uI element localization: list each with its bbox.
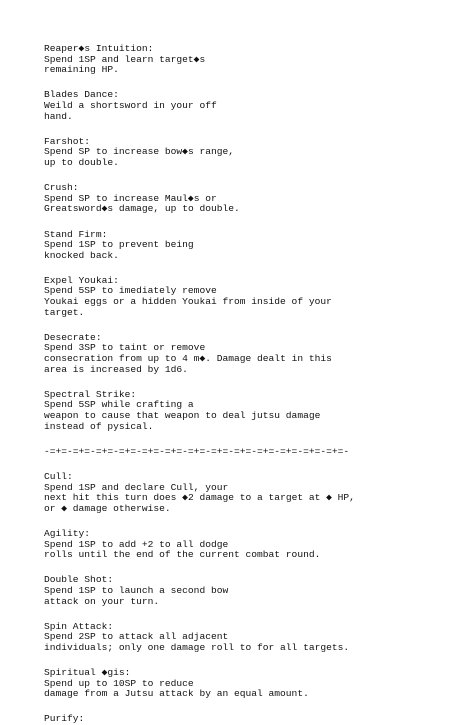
text-line: Desecrate: (44, 331, 102, 343)
text-line: Spend 2SP to attack all adjacent (44, 631, 229, 643)
text-line: Crush: (44, 182, 79, 194)
text-line: hand. (44, 110, 73, 122)
blank-line (44, 122, 454, 137)
text-line: Agility: (44, 527, 91, 539)
blank-line (44, 607, 454, 622)
text-line: or ◆ damage otherwise. (44, 502, 171, 514)
blank-line (44, 169, 454, 184)
blank-line (44, 700, 454, 715)
text-line: up to double. (44, 156, 119, 168)
document-text (44, 44, 454, 725)
text-line: Blades Dance: (44, 89, 119, 101)
text-line: Youkai eggs or a hidden Youkai from inside of your (44, 296, 332, 308)
text-line: Spend 1SP to prevent being (44, 239, 194, 251)
text-line: Spend 3SP to taint or remove (44, 342, 206, 354)
blank-line (44, 432, 454, 447)
text-line: remaining HP. (44, 64, 119, 76)
text-line: Expel Youkai: (44, 274, 119, 286)
text-line: Reaper◆s Intuition: (44, 43, 154, 54)
text-line: -=+=-=+=-=+=-=+=-=+=-=+=-=+=-=+=-=+=-=+=-=+=-=+=-=+=- (44, 445, 350, 457)
blank-line (44, 318, 454, 333)
text-line: individuals; only one damage roll to for all targets. (44, 641, 350, 653)
text-line: Cull: (44, 470, 73, 482)
text-line: Weild a shortsword in your off (44, 99, 217, 111)
text-line: consecration from up to 4 m◆. Damage dealt in this (44, 353, 332, 365)
blank-line (44, 215, 454, 230)
blank-line (44, 514, 454, 529)
text-line: Spend 1SP and declare Cull, your (44, 481, 229, 493)
text-line: Purify: (44, 713, 85, 725)
text-line: damage from a Jutsu attack by an equal amount. (44, 688, 309, 700)
text-line: attack on your turn. (44, 595, 160, 607)
text-line: Stand Firm: (44, 228, 108, 240)
blank-line (44, 76, 454, 91)
text-line: Spiritual ◆gis: (44, 667, 131, 679)
text-line: next hit this turn does ◆2 damage to a target at ◆ HP, (44, 492, 355, 504)
blank-line (44, 457, 454, 472)
blank-line (44, 561, 454, 576)
text-line: weapon to cause that weapon to deal jutsu damage (44, 410, 321, 421)
text-line: Double Shot: (44, 574, 114, 586)
text-line: Farshot: (44, 135, 91, 147)
text-line: instead of pysical. (44, 420, 154, 432)
text-line: Spend 1SP and learn target◆s (44, 53, 206, 65)
text-line: Spin Attack: (44, 620, 114, 632)
text-line: Spectral Strike: (44, 388, 137, 400)
text-line: Greatsword◆s damage, up to double. (44, 203, 240, 215)
text-line: Spend SP to increase Maul◆s or (44, 192, 217, 204)
text-line: Spend 5SP while crafting a (44, 399, 194, 411)
text-line: Spend SP to increase bow◆s range, (44, 146, 235, 158)
text-line: knocked back. (44, 249, 119, 261)
text-line: Spend up to 10SP to reduce (44, 677, 194, 689)
text-line: rolls until the end of the current combat round. (44, 549, 321, 561)
blank-line (44, 375, 454, 390)
text-line: Spend 5SP to imediately remove (44, 285, 217, 297)
text-line: target. (44, 306, 85, 318)
blank-line (44, 653, 454, 668)
text-line: area is increased by 1d6. (44, 363, 188, 375)
text-line: Spend 1SP to add +2 to all dodge (44, 538, 229, 550)
blank-line (44, 261, 454, 276)
text-line: Spend 1SP to launch a second bow (44, 584, 229, 596)
